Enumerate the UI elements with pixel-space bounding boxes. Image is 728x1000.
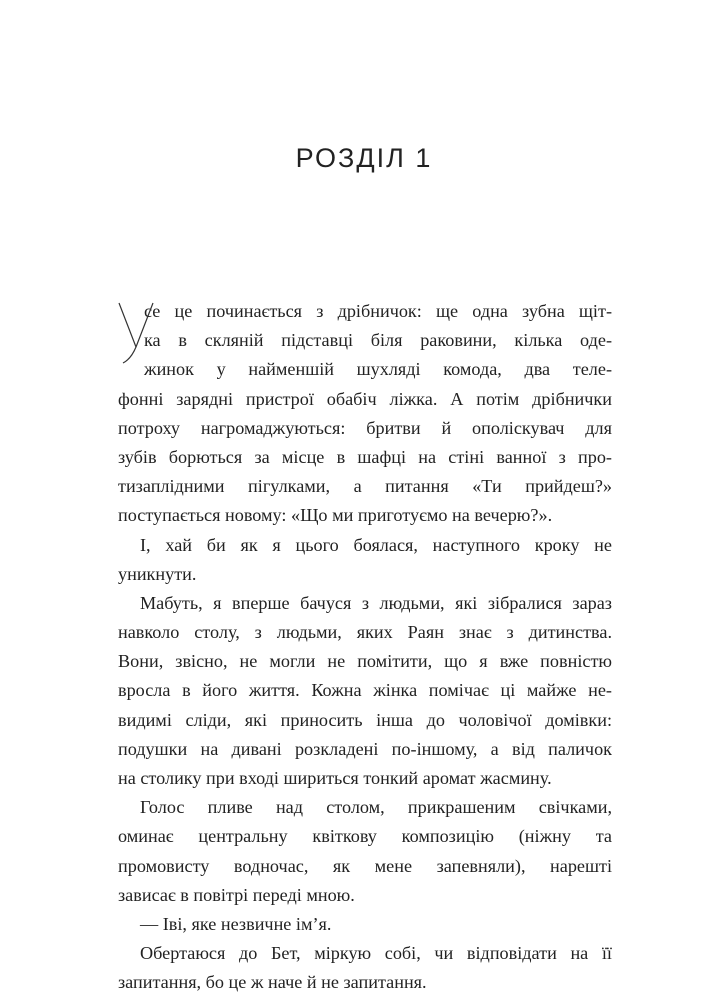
text-line: навколо столу, з людьми, яких Раян знає з дитинства. xyxy=(118,622,612,643)
text-line: Вони, звісно, не могли не помітити, що я вже повністю xyxy=(118,651,612,672)
paragraph-4 xyxy=(118,793,612,910)
text-line: фонні зарядні пристрої обабіч ліжка. А потім дрібнички xyxy=(118,388,612,409)
paragraph-3 xyxy=(118,589,612,793)
text-line: ка в скляній підставці біля раковини, кілька оде- xyxy=(144,330,612,351)
text-line: видимі сліди, які приносить інша до чоловічої домівки: xyxy=(118,709,612,730)
text-line: зубів борються за місце в шафці на стіні ванної з про- xyxy=(118,446,612,467)
chapter-title: РОЗДІЛ 1 xyxy=(295,143,433,173)
text-line: тизаплідними пігулками, а питання «Ти прийдеш?» xyxy=(118,476,612,497)
text-line: І, хай би як я цього боялася, наступного кроку не xyxy=(140,534,612,555)
text-line: се це починається з дрібничок: ще одна зубна щіт- xyxy=(144,301,612,321)
text-line: промовисту водночас, як мене запевняли), нарешті xyxy=(118,855,612,876)
text-line: на столику при вході шириться тонкий аромат жасмину. xyxy=(118,768,552,788)
text-line: потроху нагромаджуються: бритви й ополіскувач для xyxy=(118,417,612,438)
text-line: — Іві, яке незвичне ім’я. xyxy=(140,913,332,934)
text-line: подушки на дивані розкладені по-іншому, а від паличок xyxy=(118,738,612,759)
paragraph-2 xyxy=(118,531,612,589)
text-line: поступається новому: «Що ми приготуємо на вечерю?». xyxy=(118,505,553,526)
paragraph-6 xyxy=(118,939,612,997)
text-line: Мабуть, я вперше бачуся з людьми, які зібралися зараз xyxy=(140,592,612,613)
text-line: уникнути. xyxy=(118,563,197,584)
paragraph-5 xyxy=(118,910,612,939)
paragraph-1 xyxy=(118,297,612,531)
text-line: Обертаюся до Бет, міркую собі, чи відповідати на її xyxy=(140,943,612,964)
drop-cap-letter xyxy=(118,301,154,365)
text-line: вросла в його життя. Кожна жінка помічає ці майже не- xyxy=(118,680,612,701)
text-line: жинок у найменшій шухляді комода, два теле- xyxy=(144,359,612,380)
text-line: зависає в повітрі переді мною. xyxy=(118,884,355,905)
text-line: Голос пливе над столом, прикрашеним свічками, xyxy=(140,797,612,818)
chapter-text xyxy=(118,297,612,998)
text-line: запитання, бо це ж наче й не запитання. xyxy=(118,972,427,993)
text-line: оминає центральну квіткову композицію (ніжну та xyxy=(118,826,612,847)
